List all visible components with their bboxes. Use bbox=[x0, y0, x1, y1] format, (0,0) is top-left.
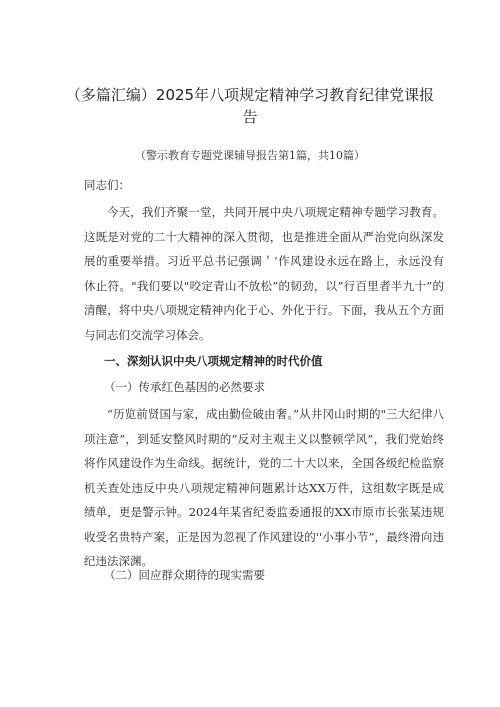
subsection-heading: （一）传承红色基因的必然要求 bbox=[104, 380, 265, 394]
subsection-paragraph: “历览前贤国与家，成由勤俭破由奢。”从井冈山时期的"三大纪律八项注意”，到延安整风时期的”反对主观主义以整顿学风”，我们党始终将作风建设作为生命线。据统计，党的二十大以来，全国各级纪检监察机关查处违反中央八项规定精神问题累计达XX万件，这组数字既是成绩单，更是警示钟。2024年某省纪委监委通报的XX市原市长张某违规收受名贵特产案，正是因为忽视了作风建设的''小事小节”，最终滑向违纪违法深渊。 bbox=[84, 407, 444, 568]
document-subtitle: （警示教育专题党课辅导报告第1篇，共10篇） bbox=[135, 149, 365, 162]
section-heading: 一、深刻认识中央八项规定精神的时代价值 bbox=[104, 354, 323, 368]
salutation: 同志们： bbox=[84, 178, 130, 192]
document-title: （多篇汇编）2025年八项规定精神学习教育纪律党课报告 bbox=[65, 86, 435, 126]
intro-paragraph: 今天，我们齐聚一堂，共同开展中央八项规定精神专题学习教育。这既是对党的二十大精神的深入贯彻，也是推进全面从严治党向纵深发展的重要举措。习近平总书记强调＇‘作风建设永远在路上，永远没有休止符。"我们要以"咬定青山不放松”的韧劲，以”行百里者半九十”的清醒，将中央八项规定精神内化于心、外化于行。下面，我从五个方面与同志们交流学习体会。 bbox=[84, 205, 444, 342]
subsection-heading-2: （二）回应群众期待的现实需要 bbox=[104, 568, 265, 582]
